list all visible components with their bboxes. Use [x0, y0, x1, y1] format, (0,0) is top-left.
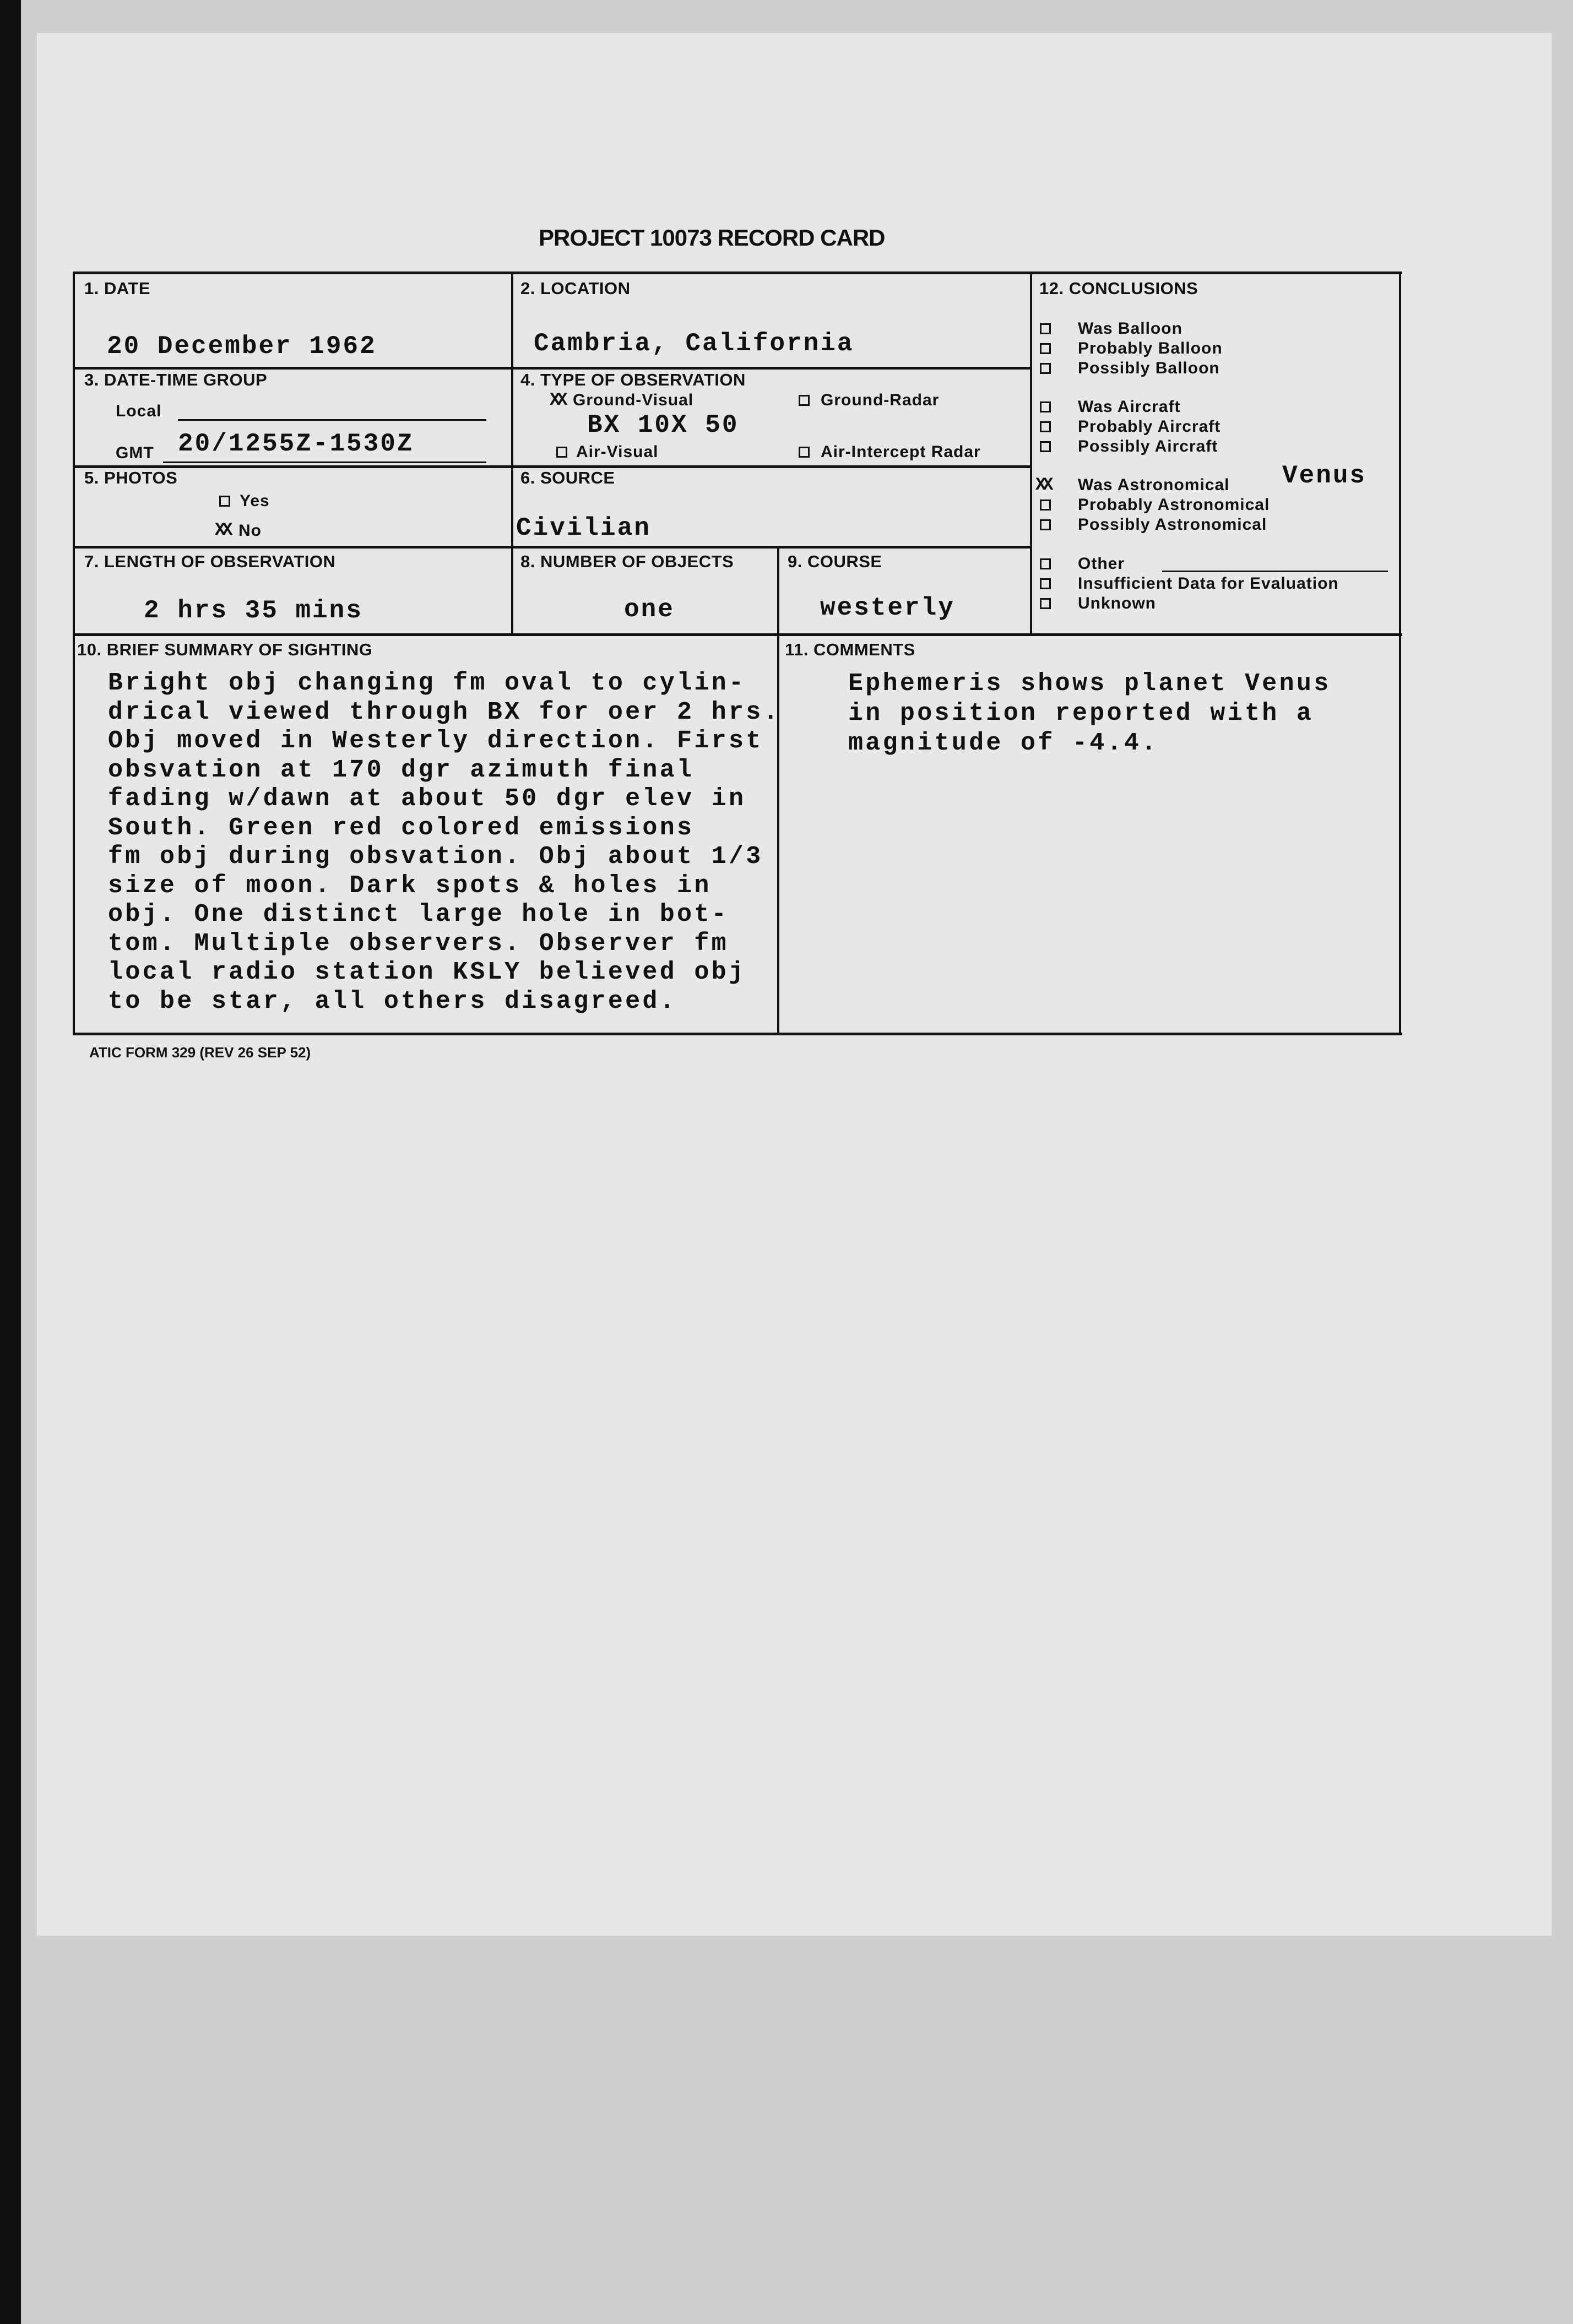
comments-line: magnitude of -4.4.: [848, 729, 1159, 757]
date-value: 20 December 1962: [107, 332, 377, 361]
conclusion-checkbox[interactable]: [1040, 598, 1051, 609]
summary-line: obj. One distinct large hole in bot-: [108, 900, 729, 928]
form-footer: ATIC FORM 329 (REV 26 SEP 52): [89, 1044, 311, 1061]
summary-line: Obj moved in Westerly direction. First: [108, 727, 763, 755]
conclusion-checkbox[interactable]: [1040, 343, 1051, 354]
source-label: 6. SOURCE: [520, 468, 615, 487]
number-of-objects-label: 8. NUMBER OF OBJECTS: [520, 552, 734, 571]
conclusion-option: Other: [1078, 555, 1125, 573]
conclusion-option: Was Balloon: [1078, 319, 1183, 338]
divider: [73, 633, 1402, 636]
conclusion-option: Possibly Balloon: [1078, 359, 1220, 377]
length-value: 2 hrs 35 mins: [144, 596, 363, 625]
conclusion-option: Probably Balloon: [1078, 339, 1223, 357]
conclusion-checkbox[interactable]: [1040, 363, 1051, 374]
conclusion-checkbox[interactable]: [1040, 323, 1051, 334]
photos-label: 5. PHOTOS: [84, 468, 178, 487]
divider: [511, 272, 513, 635]
conclusion-option: Probably Astronomical: [1078, 496, 1270, 514]
ground-visual-check-mark: XX: [550, 390, 565, 410]
conclusion-option: Possibly Aircraft: [1078, 437, 1218, 455]
location-label: 2. LOCATION: [520, 279, 631, 298]
conclusion-checkbox[interactable]: [1040, 578, 1051, 589]
gmt-label: GMT: [116, 444, 154, 462]
summary-text: [108, 669, 780, 1016]
conclusions-label: 12. CONCLUSIONS: [1039, 279, 1198, 298]
summary-line: drical viewed through BX for oer 2 hrs.: [108, 698, 780, 726]
conclusion-checkbox[interactable]: [1040, 519, 1051, 530]
divider: [73, 272, 75, 1035]
local-underline: [178, 419, 486, 421]
divider: [73, 367, 1031, 370]
air-intercept-radar-option: Air-Intercept Radar: [821, 443, 981, 461]
conclusion-checkbox[interactable]: [1040, 441, 1051, 452]
summary-line: local radio station KSLY believed obj: [108, 958, 746, 986]
summary-line: Bright obj changing fm oval to cylin-: [108, 669, 746, 697]
summary-line: to be star, all others disagreed.: [108, 987, 677, 1016]
length-label: 7. LENGTH OF OBSERVATION: [84, 552, 336, 571]
divider: [1399, 272, 1401, 1035]
air-intercept-radar-checkbox[interactable]: [799, 447, 810, 458]
page-title: PROJECT 10073 RECORD CARD: [539, 225, 885, 251]
summary-label: 10. BRIEF SUMMARY OF SIGHTING: [77, 640, 373, 659]
local-label: Local: [116, 402, 162, 420]
ground-radar-checkbox[interactable]: [799, 395, 810, 406]
summary-line: South. Green red colored emissions: [108, 813, 695, 842]
other-underline: [1162, 571, 1388, 572]
course-label: 9. COURSE: [788, 552, 882, 571]
divider: [1030, 272, 1032, 635]
conclusion-option: Insufficient Data for Evaluation: [1078, 574, 1339, 593]
number-of-objects-value: one: [624, 595, 675, 624]
gmt-value: 20/1255Z-1530Z: [178, 430, 414, 458]
summary-line: tom. Multiple observers. Observer fm: [108, 929, 729, 958]
conclusion-option: Was Aircraft: [1078, 398, 1181, 416]
type-of-observation-label: 4. TYPE OF OBSERVATION: [520, 370, 746, 389]
comments-text: [848, 669, 1331, 758]
conclusion-option: Possibly Astronomical: [1078, 515, 1267, 534]
scan-edge: [0, 0, 21, 2324]
divider: [73, 1033, 1402, 1035]
conclusion-note-venus: Venus: [1282, 461, 1367, 490]
divider: [73, 272, 1402, 274]
conclusion-option: Probably Aircraft: [1078, 417, 1221, 436]
location-value: Cambria, California: [534, 329, 854, 358]
conclusion-checkbox[interactable]: [1040, 558, 1051, 569]
ground-radar-option: Ground-Radar: [821, 391, 940, 409]
comments-line: Ephemeris shows planet Venus: [848, 670, 1331, 698]
conclusion-check-mark: XX: [1035, 475, 1050, 495]
summary-line: fm obj during obsvation. Obj about 1/3: [108, 843, 763, 871]
ground-visual-option: Ground-Visual: [573, 391, 694, 409]
photos-no-option: No: [238, 522, 262, 540]
divider: [73, 546, 1031, 549]
source-value: Civilian: [516, 514, 651, 542]
comments-label: 11. COMMENTS: [785, 640, 915, 659]
photos-yes-option: Yes: [240, 492, 270, 510]
air-visual-checkbox[interactable]: [556, 447, 567, 458]
date-label: 1. DATE: [84, 279, 151, 298]
summary-line: fading w/dawn at about 50 dgr elev in: [108, 785, 746, 813]
course-value: westerly: [820, 594, 955, 622]
conclusion-checkbox[interactable]: [1040, 421, 1051, 432]
conclusion-checkbox[interactable]: [1040, 499, 1051, 511]
photos-no-check-mark: XX: [215, 520, 230, 540]
gmt-underline: [163, 461, 486, 463]
summary-line: size of moon. Dark spots & holes in: [108, 871, 712, 900]
conclusion-checkbox[interactable]: [1040, 401, 1051, 412]
comments-line: in position reported with a: [848, 699, 1314, 727]
observation-instrument-note: BX 10X 50: [587, 411, 739, 439]
conclusion-option: Unknown: [1078, 594, 1156, 612]
photos-yes-checkbox[interactable]: [219, 496, 230, 507]
air-visual-option: Air-Visual: [576, 443, 659, 461]
date-time-group-label: 3. DATE-TIME GROUP: [84, 370, 268, 389]
summary-line: obsvation at 170 dgr azimuth final: [108, 756, 695, 784]
conclusion-option: Was Astronomical: [1078, 476, 1230, 494]
